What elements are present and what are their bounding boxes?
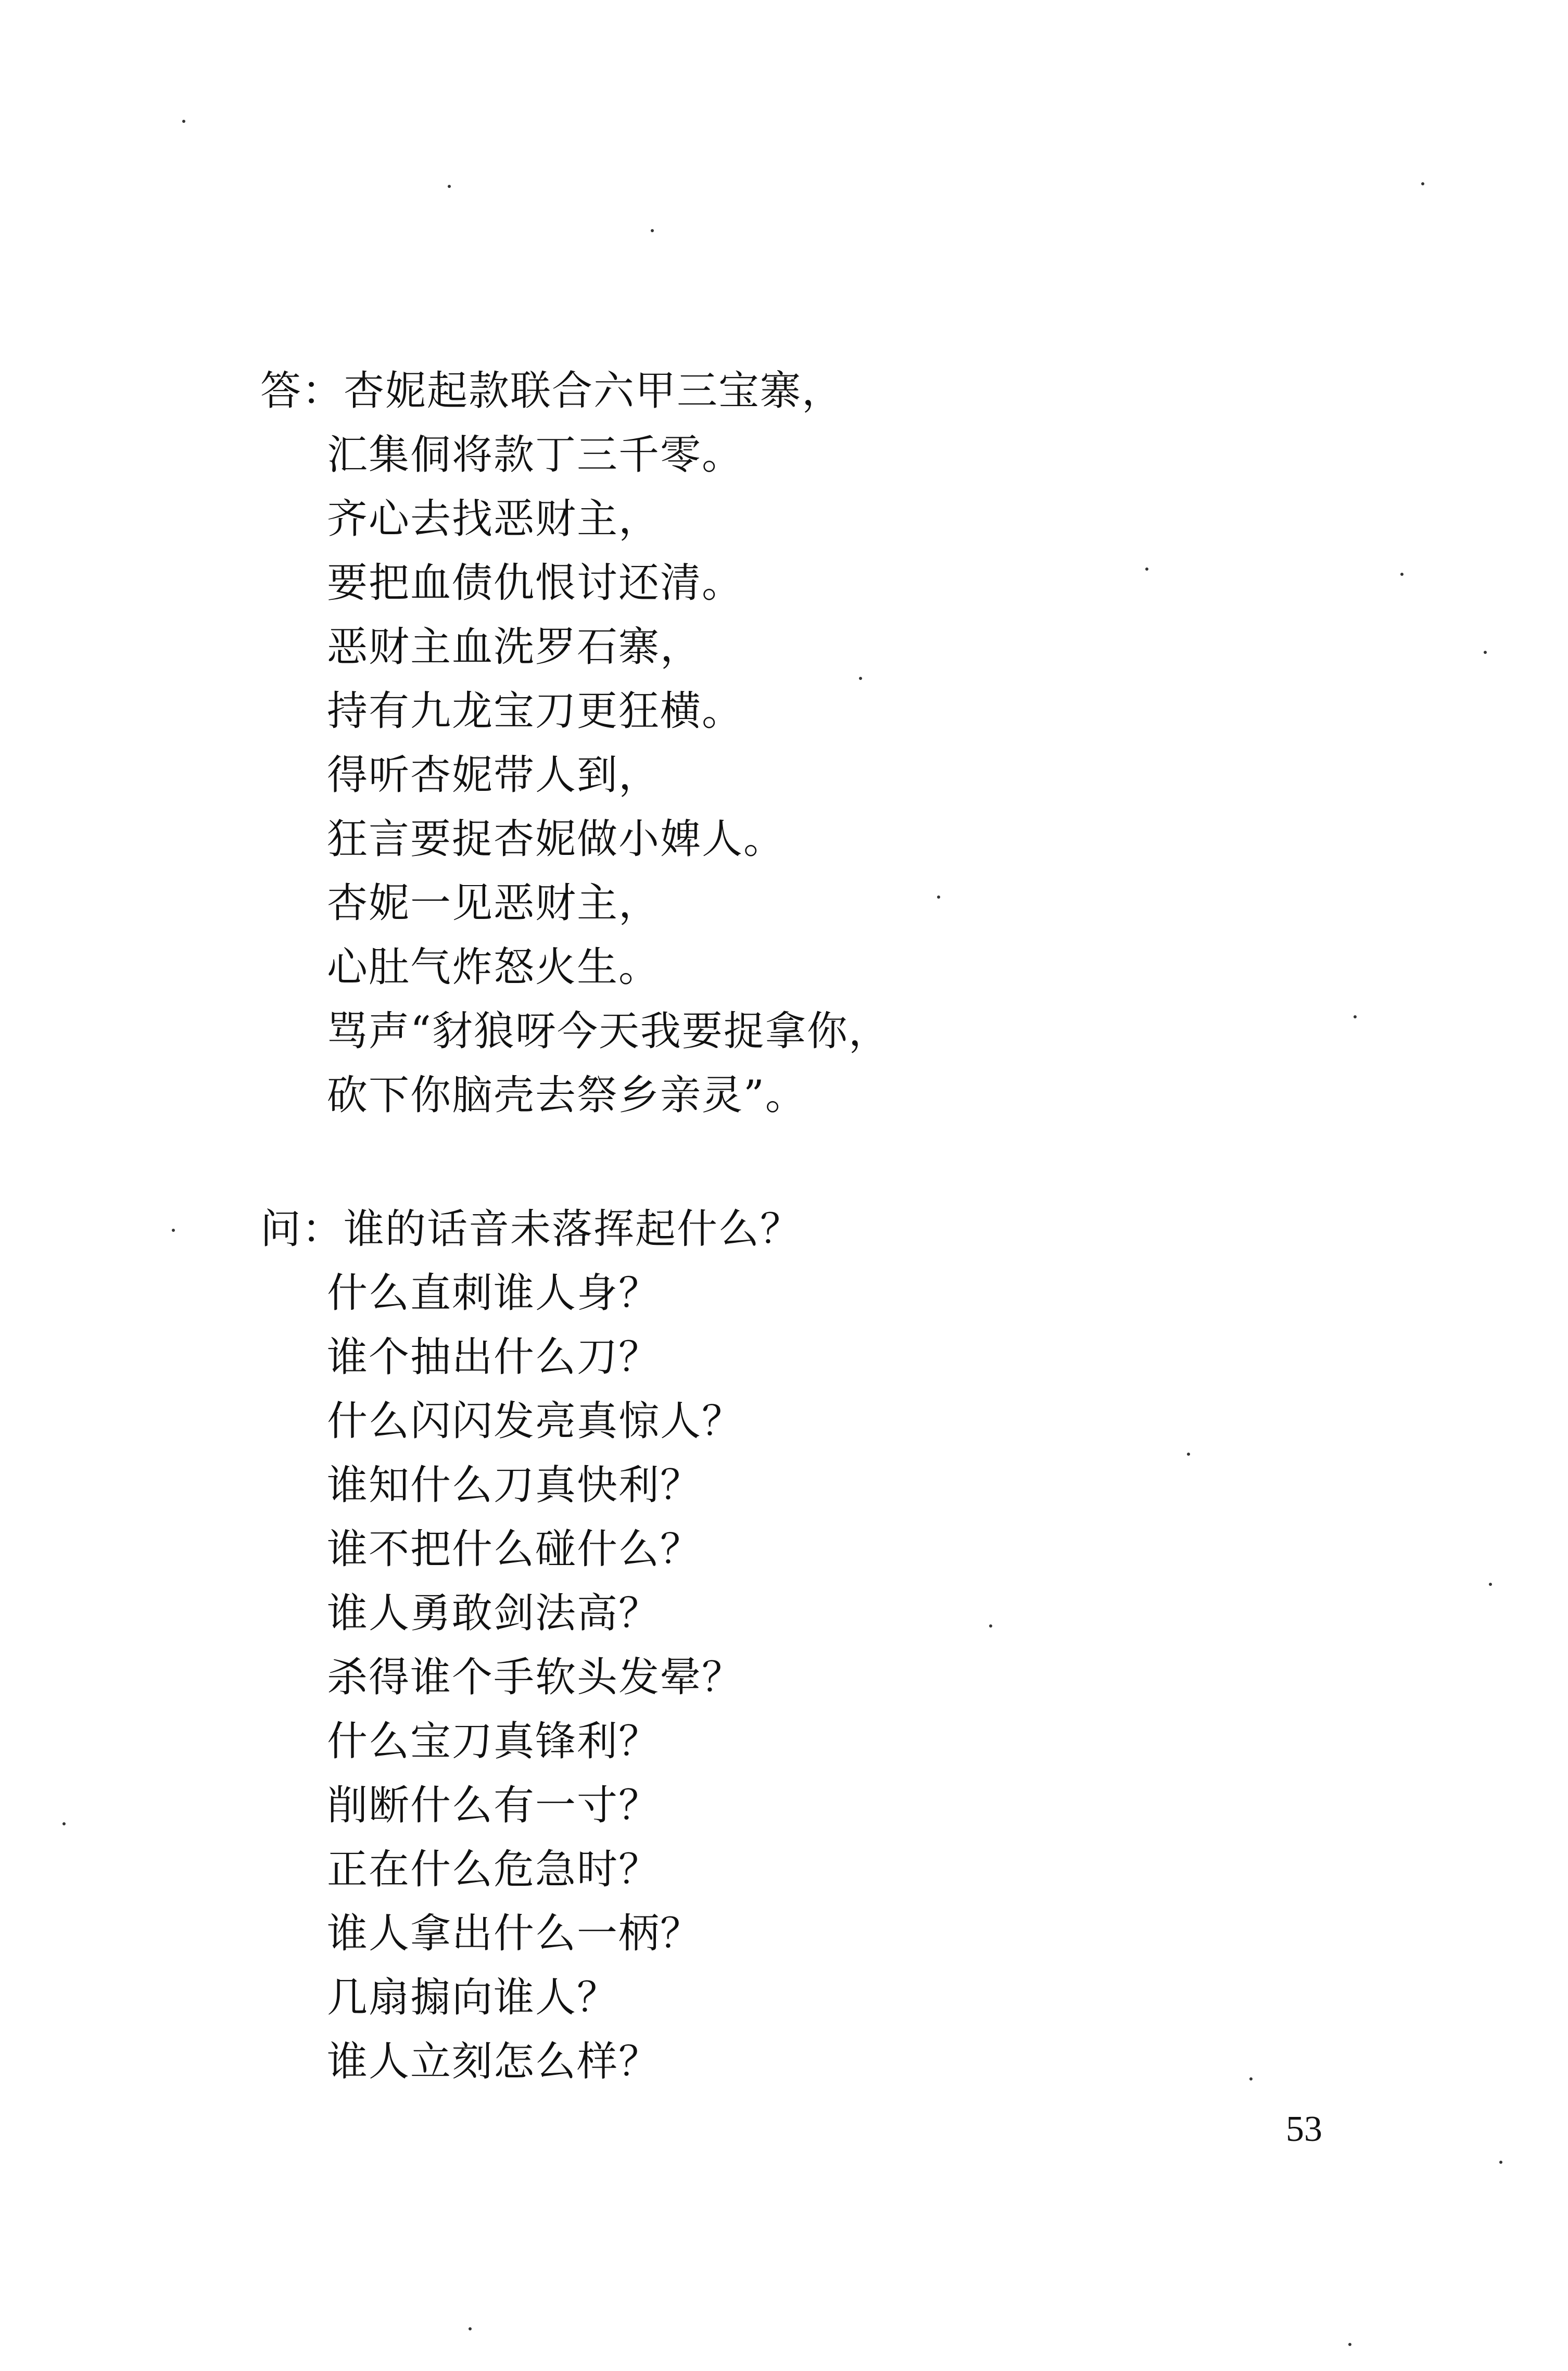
answer-line: 汇集侗将款丁三千零。	[327, 432, 744, 478]
question-line-text: 谁的话音未落挥起什么？	[344, 1206, 802, 1253]
answer-stanza	[260, 359, 1406, 1128]
question-line: 杀得谁个手软头发晕？	[327, 1654, 744, 1701]
scan-speck	[448, 185, 451, 188]
scan-speck	[182, 120, 185, 123]
scan-speck	[1187, 1453, 1190, 1456]
scan-speck	[859, 677, 862, 680]
question-stanza	[260, 1197, 1406, 2094]
scan-speck	[1484, 651, 1487, 654]
answer-line: 心肚气炸怒火生。	[327, 944, 661, 991]
answer-line: 齐心去找恶财主，	[327, 496, 661, 543]
scan-speck	[172, 1229, 175, 1232]
scan-speck	[1348, 2343, 1351, 2346]
answer-line: 骂声“豺狼呀今天我要捉拿你，	[327, 1008, 890, 1055]
scan-speck	[469, 2327, 472, 2330]
scan-speck	[1421, 182, 1424, 185]
answer-line: 杏妮一见恶财主，	[327, 880, 661, 927]
answer-line-text: 杏妮起款联合六甲三宝寨，	[344, 368, 844, 414]
answer-line: 砍下你脑壳去祭乡亲灵”。	[327, 1072, 807, 1119]
question-line: 谁不把什么碰什么？	[327, 1526, 702, 1573]
answer-line: 恶财主血洗罗石寨，	[327, 624, 702, 671]
question-line: 什么闪闪发亮真惊人？	[327, 1398, 744, 1445]
scan-speck	[651, 229, 654, 232]
scan-speck	[1354, 1015, 1357, 1018]
scan-speck	[937, 896, 940, 899]
scan-speck	[1145, 567, 1148, 571]
question-line: 正在什么危急时？	[327, 1846, 661, 1893]
question-line: 谁知什么刀真快利？	[327, 1462, 702, 1509]
question-marker: 问：	[260, 1206, 344, 1253]
question-line: 几扇搧向谁人？	[327, 1974, 619, 2021]
scan-speck	[1489, 1583, 1492, 1586]
question-first-line	[260, 1197, 1406, 1262]
page-number: 53	[1286, 2109, 1322, 2149]
scan-speck	[1499, 2161, 1502, 2164]
question-line: 谁个抽出什么刀？	[327, 1334, 661, 1381]
scan-speck	[989, 1624, 992, 1628]
question-line: 谁人勇敢剑法高？	[327, 1590, 661, 1637]
answer-first-line	[260, 359, 1406, 423]
scan-speck	[62, 1822, 66, 1825]
answer-line: 持有九龙宝刀更狂横。	[327, 688, 744, 735]
question-line: 什么宝刀真锋利？	[327, 1718, 661, 1765]
question-line: 什么直刺谁人身？	[327, 1270, 661, 1317]
question-line: 谁人拿出什么一柄？	[327, 1910, 702, 1957]
question-line: 谁人立刻怎么样？	[327, 2038, 661, 2085]
answer-line: 狂言要捉杏妮做小婢人。	[327, 816, 786, 863]
answer-line: 要把血债仇恨讨还清。	[327, 560, 744, 607]
answer-marker: 答：	[260, 368, 344, 414]
answer-line: 得听杏妮带人到，	[327, 752, 661, 799]
scan-speck	[1400, 573, 1403, 576]
question-line: 削断什么有一寸？	[327, 1782, 661, 1829]
scan-speck	[1249, 2077, 1253, 2080]
